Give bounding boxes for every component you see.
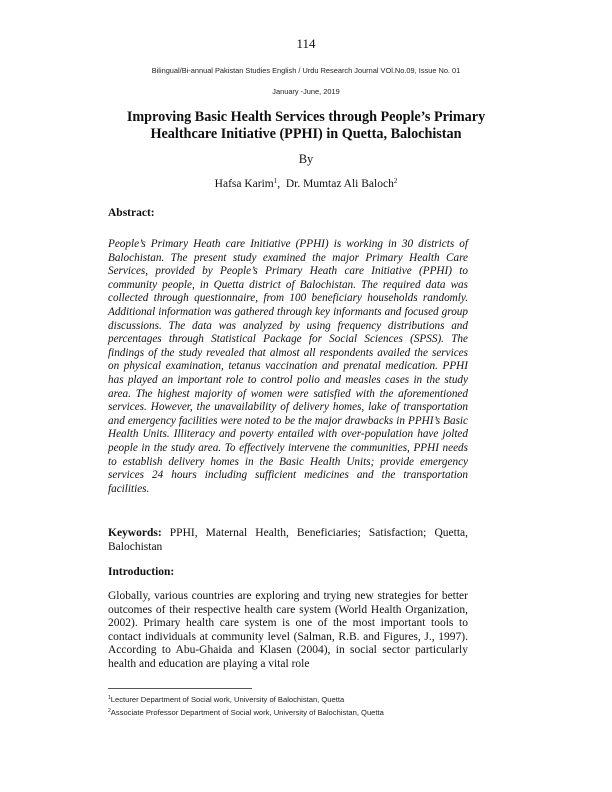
author-name: Dr. Mumtaz Ali Baloch <box>285 178 394 190</box>
author-list <box>0 178 612 190</box>
footnote-item <box>108 707 488 720</box>
introduction-text: Globally, various countries are exploring and trying new strategies for better outcomes of their respective health care system (World Health Organization, 2002). Primary health care system is one of the most important tools to contact individuals at community level (Salman, R.B. and Figures, J., 1997). According to Abu-Ghaida and Klasen (2004), in social sector particularly health and education are playing a vital role <box>108 590 468 670</box>
journal-header: Bilingual/Bi-annual Pakistan Studies English / Urdu Research Journal VOl.No.09, Issue No. 01 <box>151 66 461 75</box>
footnote-text: Associate Professor Department of Social work, University of Balochistan, Quetta <box>110 707 384 717</box>
footnote-marker: 1 <box>108 695 111 701</box>
footnote-marker: 2 <box>108 707 111 714</box>
footnote-text: Lecturer Department of Social work, University of Balochistan, Quetta <box>110 695 345 704</box>
author-name: Hafsa Karim <box>214 178 274 190</box>
footnote-divider <box>108 688 252 689</box>
footnote-marker: 1 <box>273 177 278 185</box>
abstract-text: People’s Primary Heath care Initiative (PPHI) is working in 30 districts of Balochistan. The present study examined the major Primary Health Care Services, provided by People’s Primary Heath care Initiative (PPHI) to community people, in Quetta district of Balochistan. The required data was collected through questionnaire, from 100 beneficiary households randomly. Additional information was gathered through key informants and focused group discussions. The data was analyzed by using frequency distributions and percentages through Statistical Package for Social Sciences (SPSS). The findings of the study revealed that almost all respondents availed the services on physical examination, tetanus vaccination and prenatal medication. PPHI has played an important role to control polio and measles cases in the study area. The highest majority of women were satisfied with the aforementioned services. However, the unavailability of delivery homes, lake of transportation and emergency facilities were noted to be the major drawbacks in PPHI’s Basic Health Units. Illiteracy and poverty entailed with over-population have jolted people in the study area. To effectively intervene the communities, PPHI needs to establish delivery homes in the Basic Health Units; provide emergency services 24 hours including sufficient medicines and the transportation facilities. <box>108 238 468 495</box>
footnote-marker: 2 <box>393 177 398 185</box>
introduction-heading: Introduction: <box>108 566 175 578</box>
author-separator: , <box>277 178 286 190</box>
issue-date: January -June, 2019 <box>272 87 340 96</box>
article-title: Improving Basic Health Services through People’s Primary Healthcare Initiative (PPHI) in Quetta, Balochistan <box>126 109 486 142</box>
footnotes <box>108 694 488 719</box>
by-line: By <box>298 152 314 166</box>
abstract-heading: Abstract: <box>108 207 155 219</box>
keywords-label: Keywords: <box>108 527 162 539</box>
page-number: 114 <box>296 36 316 51</box>
footnote-item <box>108 694 488 707</box>
keywords <box>108 527 468 554</box>
keywords-text: PPHI, Maternal Health, Beneficiaries; Satisfaction; Quetta, Balochistan <box>108 527 468 553</box>
